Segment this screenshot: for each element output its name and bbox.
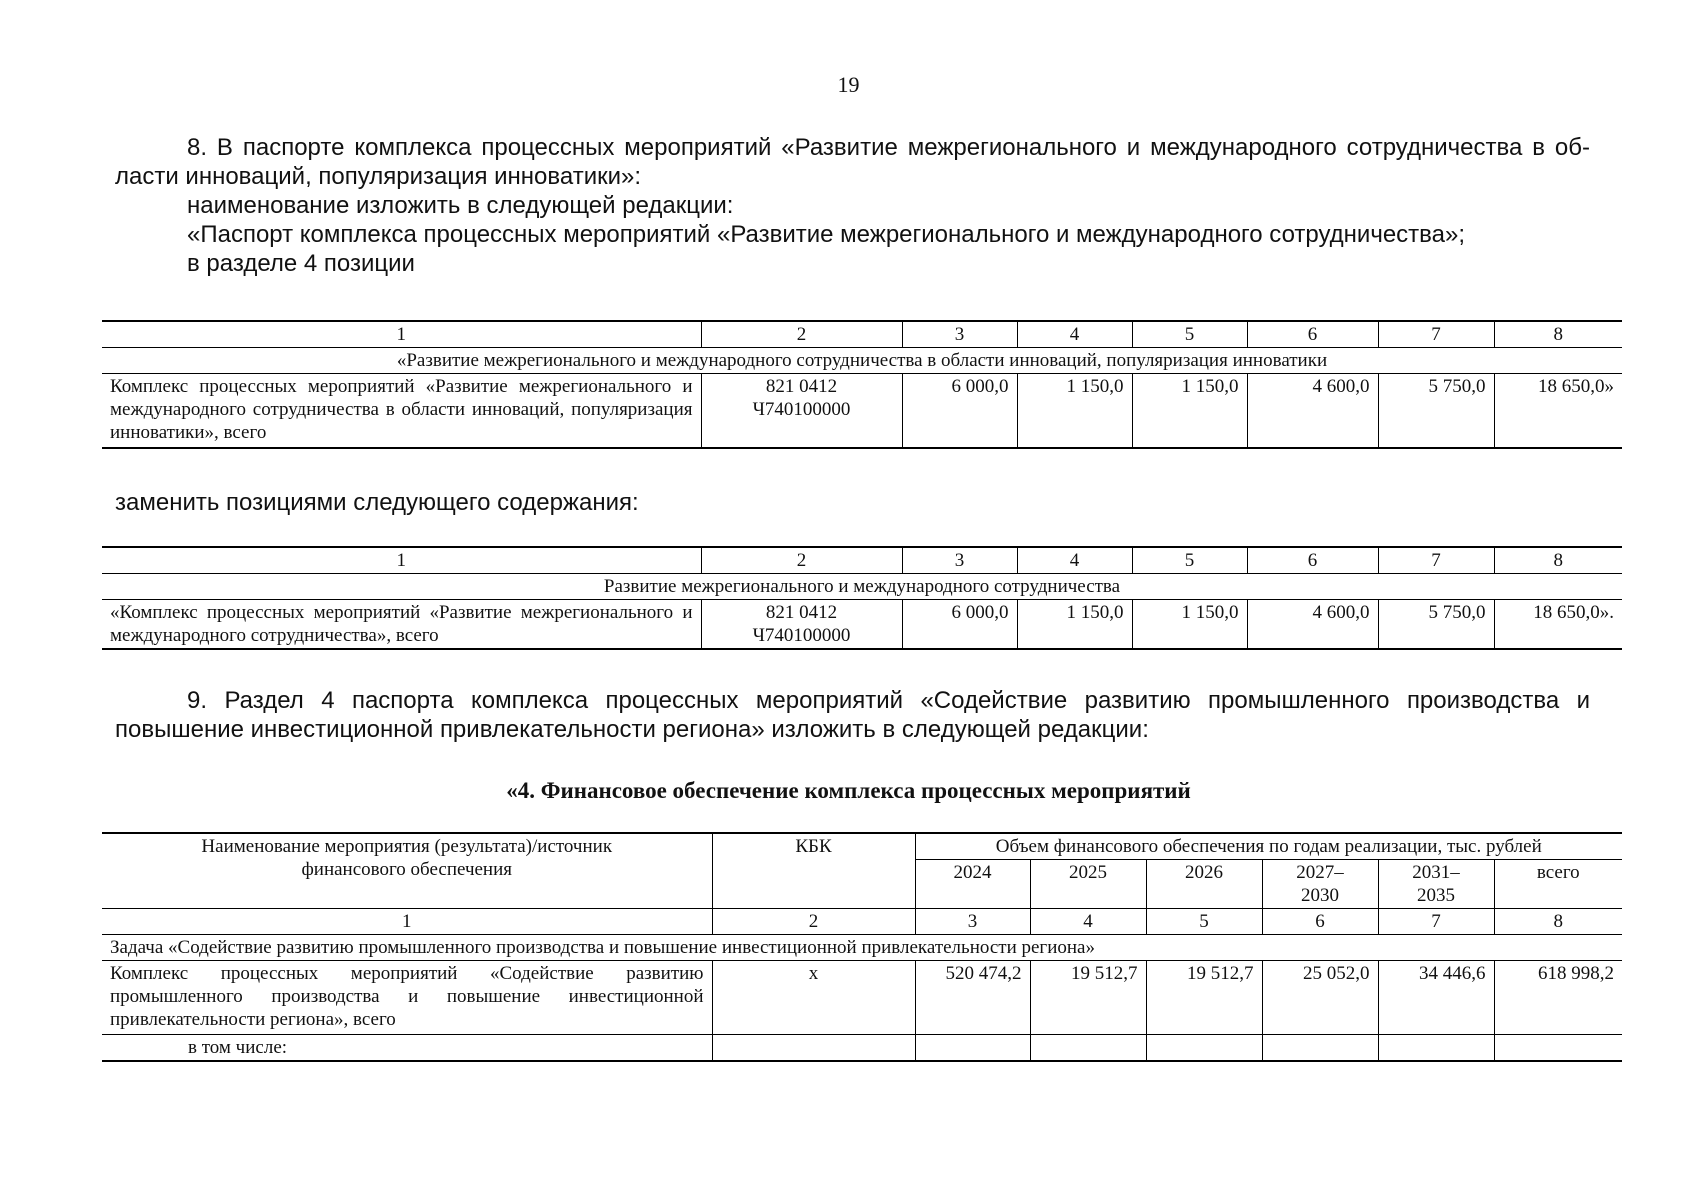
- total-header: всего: [1494, 860, 1622, 909]
- kbk-cell: [701, 374, 902, 449]
- value-cell: 19 512,7: [1030, 961, 1146, 1035]
- column-number: 2: [701, 321, 902, 348]
- column-number: 1: [102, 547, 701, 574]
- paragraph-8-positions: в разделе 4 позиции: [187, 250, 415, 277]
- year-header: 2024: [915, 860, 1030, 909]
- kbk-code: 821 0412: [765, 376, 838, 397]
- year-header: 2031– 2035: [1378, 860, 1494, 909]
- measure-name: Комплекс процессных мероприятий «Содействие развитию промышленного производства и повышение инвестиционной привлекательности региона», всего: [102, 961, 712, 1035]
- kbk-cell: х: [712, 961, 915, 1035]
- paragraph-8-new-title: «Паспорт комплекса процессных мероприятий «Развитие межрегионального и международного сотрудничества»;: [187, 221, 1466, 248]
- empty-cell: [1030, 1035, 1146, 1062]
- measure-name: Комплекс процессных мероприятий «Развитие межрегионального и международного сотрудничества в области инноваций, популяризация инноватики», всего: [102, 374, 701, 449]
- kbk-target: Ч740100000: [752, 399, 851, 420]
- column-number: 7: [1378, 321, 1494, 348]
- column-number: 3: [902, 321, 1017, 348]
- empty-cell: [1262, 1035, 1378, 1062]
- table-header-row: [102, 321, 1622, 348]
- new-positions-table: [102, 546, 1622, 650]
- empty-cell: [1146, 1035, 1262, 1062]
- column-number: 7: [1378, 547, 1494, 574]
- paragraph-8-naming: наименование изложить в следующей редакции:: [187, 192, 734, 219]
- value-cell: 618 998,2: [1494, 961, 1622, 1035]
- table-row: [102, 600, 1622, 650]
- section-title: Развитие межрегионального и международного сотрудничества: [102, 574, 1622, 600]
- empty-cell: [1494, 1035, 1622, 1062]
- empty-cell: [1378, 1035, 1494, 1062]
- empty-cell: [915, 1035, 1030, 1062]
- value-cell: 5 750,0: [1378, 600, 1494, 650]
- value-cell: 19 512,7: [1146, 961, 1262, 1035]
- table-header-row: [102, 547, 1622, 574]
- table-row: [102, 374, 1622, 449]
- measure-name: «Комплекс процессных мероприятий «Развитие межрегионального и международного сотрудничества», всего: [102, 600, 701, 650]
- year-header: 2025: [1030, 860, 1146, 909]
- column-number: 8: [1494, 321, 1622, 348]
- section-title: «Развитие межрегионального и международного сотрудничества в области инноваций, популяризация инноватики: [102, 348, 1622, 374]
- table-row: [102, 961, 1622, 1035]
- column-number: 8: [1494, 547, 1622, 574]
- table-section-row: [102, 348, 1622, 374]
- value-cell: 4 600,0: [1247, 600, 1378, 650]
- column-number: 6: [1247, 547, 1378, 574]
- column-number: 6: [1262, 909, 1378, 935]
- column-numbers-row: [102, 909, 1622, 935]
- column-number: 8: [1494, 909, 1622, 935]
- column-number: 2: [701, 547, 902, 574]
- kbk-column-header: КБК: [712, 833, 915, 909]
- financing-table: [102, 832, 1622, 1062]
- value-cell: 1 150,0: [1132, 374, 1247, 449]
- section-heading: «4. Финансовое обеспечение комплекса процессных мероприятий: [506, 778, 1191, 803]
- name-column-header: Наименование мероприятия (результата)/источник финансового обеспечения: [102, 833, 712, 909]
- kbk-code: 821 0412: [765, 602, 838, 623]
- column-number: 2: [712, 909, 915, 935]
- value-cell: 1 150,0: [1132, 600, 1247, 650]
- year-header: 2026: [1146, 860, 1262, 909]
- value-cell: 34 446,6: [1378, 961, 1494, 1035]
- column-number: 4: [1017, 547, 1132, 574]
- year-header: 2027– 2030: [1262, 860, 1378, 909]
- page-number: 19: [837, 72, 860, 97]
- column-number: 6: [1247, 321, 1378, 348]
- column-number: 1: [102, 909, 712, 935]
- table-header-row: [102, 833, 1622, 860]
- value-cell: 5 750,0: [1378, 374, 1494, 449]
- value-cell: 18 650,0»: [1494, 374, 1622, 449]
- column-number: 4: [1017, 321, 1132, 348]
- paragraph-8-intro: 8. В паспорте комплекса процессных мероприятий «Развитие межрегионального и международного сотрудничества в об-ласти инноваций, популяризация инноватики»:: [115, 134, 1590, 190]
- value-cell: 4 600,0: [1247, 374, 1378, 449]
- column-number: 7: [1378, 909, 1494, 935]
- table-section-row: [102, 574, 1622, 600]
- value-cell: 1 150,0: [1017, 600, 1132, 650]
- task-title: Задача «Содействие развитию промышленного производства и повышение инвестиционной привлекательности региона»: [102, 935, 1622, 961]
- replace-instruction: заменить позициями следующего содержания:: [115, 489, 639, 516]
- value-cell: 1 150,0: [1017, 374, 1132, 449]
- kbk-target: Ч740100000: [752, 625, 851, 646]
- column-number: 5: [1132, 321, 1247, 348]
- value-cell: 6 000,0: [902, 374, 1017, 449]
- paragraph-9: 9. Раздел 4 паспорта комплекса процессных мероприятий «Содействие развитию промышленного производства и повышение инвестиционной привлекательности региона» изложить в следующей редакции:: [115, 687, 1590, 743]
- including-row: [102, 1035, 1622, 1062]
- column-number: 1: [102, 321, 701, 348]
- value-cell: 25 052,0: [1262, 961, 1378, 1035]
- task-row: [102, 935, 1622, 961]
- including-label: в том числе:: [102, 1035, 712, 1062]
- value-cell: 18 650,0».: [1494, 600, 1622, 650]
- kbk-cell: [701, 600, 902, 650]
- column-number: 3: [915, 909, 1030, 935]
- old-positions-table: [102, 320, 1622, 449]
- value-cell: 6 000,0: [902, 600, 1017, 650]
- column-number: 5: [1146, 909, 1262, 935]
- column-number: 5: [1132, 547, 1247, 574]
- column-number: 3: [902, 547, 1017, 574]
- volume-header: Объем финансового обеспечения по годам реализации, тыс. рублей: [915, 833, 1622, 860]
- empty-cell: [712, 1035, 915, 1062]
- value-cell: 520 474,2: [915, 961, 1030, 1035]
- column-number: 4: [1030, 909, 1146, 935]
